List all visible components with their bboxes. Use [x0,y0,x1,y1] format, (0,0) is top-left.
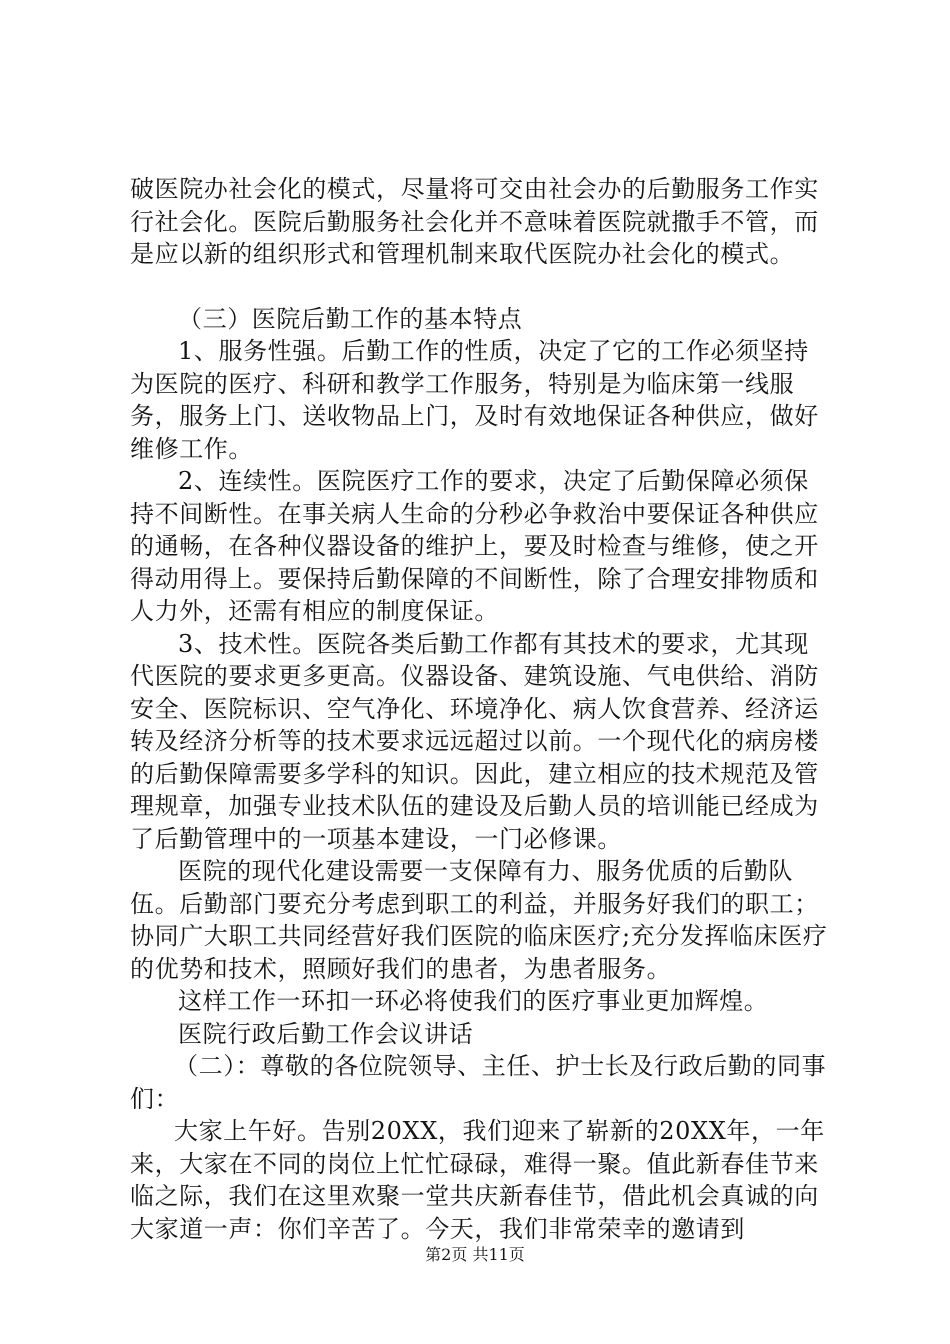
paragraph-technical: 3、技术性。医院各类后勤工作都有其技术的要求，尤其现代医院的要求更多更高。仪器设备、建筑设施、气电供给、消防安全、医院标识、空气净化、环境净化、病人饮食营养、经济运转及经济分析等的技术要求远远超过以前。一个现代化的病房楼的后勤保障需要多学科的知识。因此，建立相应的技术规范及管理规章，加强专业技术队伍的建设及后勤人员的培训能已经成为了后勤管理中的一项基本建设，一门必修课。 [130,629,819,853]
paragraph-modernization: 医院的现代化建设需要一支保障有力、服务优质的后勤队伍。后勤部门要充分考虑到职工的利益，并服务好我们的职工；协同广大职工共同经营好我们医院的临床医疗;充分发挥临床医疗的优势和技术，照顾好我们的患者，为患者服务。 [130,857,828,983]
speech-salutation: （二）：尊敬的各位院领导、主任、护士长及行政后勤的同事们： [130,1052,827,1113]
section-heading: （三）医院后勤工作的基本特点 [178,304,523,333]
paragraph-gap [130,271,830,303]
document-body [130,173,830,1245]
paragraph-1: 破医院办社会化的模式，尽量将可交由社会办的后勤服务工作实行社会化。医院后勤服务社会化并不意味着医院就撒手不管，而是应以新的组织形式和管理机制来取代医院办社会化的模式。 [130,175,819,268]
speech-opening: 大家上午好。告别20XX，我们迎来了崭新的20XX年，一年来，大家在不同的岗位上忙忙碌碌，难得一聚。值此新春佳节来临之际，我们在这里欢聚一堂共庆新春佳节，借此机会真诚的向大家道一声：你们辛苦了。今天，我们非常荣幸的邀请到 [130,1117,825,1243]
paragraph-service: 1、服务性强。后勤工作的性质，决定了它的工作必须坚持为医院的医疗、科研和教学工作服务，特别是为临床第一线服务，服务上门、送收物品上门，及时有效地保证各种供应，做好维修工作。 [130,337,819,463]
paragraph-conclusion: 这样工作一环扣一环必将使我们的医疗事业更加辉煌。 [178,987,769,1015]
page-footer: 第2页 共11页 [425,1245,525,1264]
paragraph-continuity: 2、连续性。医院医疗工作的要求，决定了后勤保障必须保持不间断性。在事关病人生命的分秒必争救治中要保证各种供应的通畅，在各种仪器设备的维护上，要及时检查与维修，使之开得动用得上。要保持后勤保障的不间断性，除了合理安排物质和人力外，还需有相应的制度保证。 [130,467,819,625]
speech-title: 医院行政后勤工作会议讲话 [178,1019,474,1048]
